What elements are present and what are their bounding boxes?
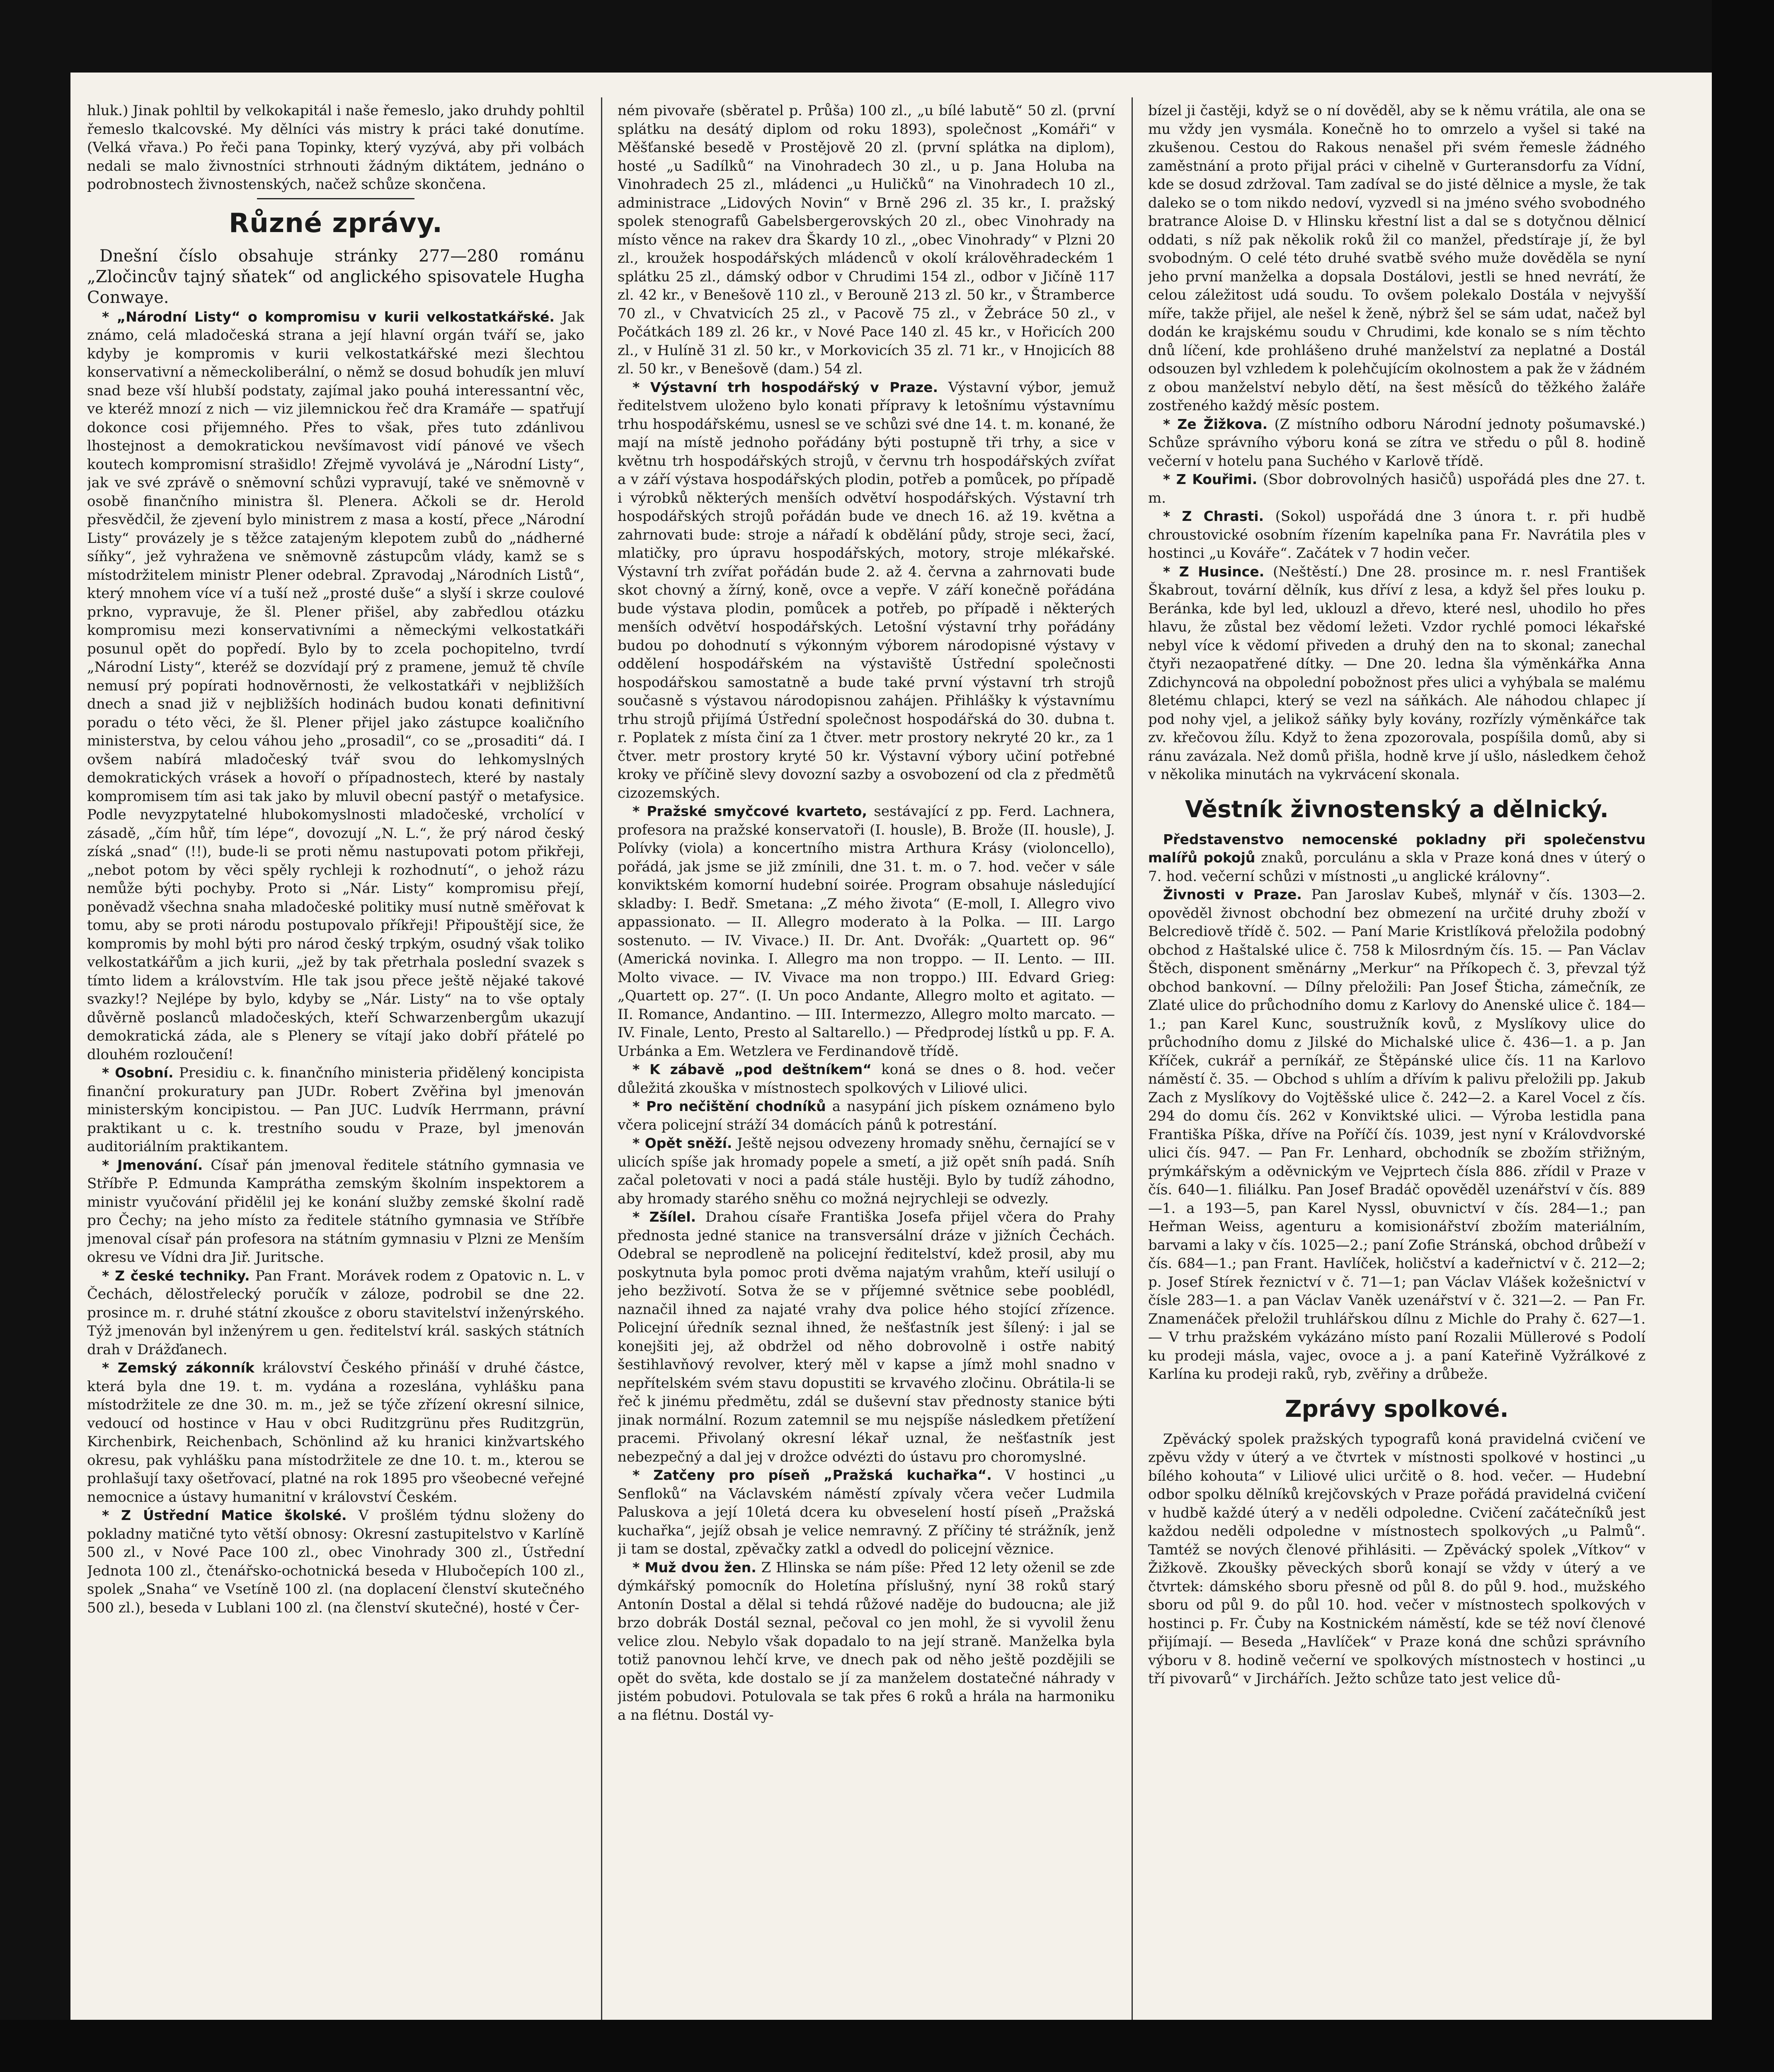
news-item xyxy=(87,1064,584,1156)
item-body: V hostinci „u Senfloků“ na Václavském náměstí zpívaly včera večer Ludmila Paluskova a její 10letá dcera ku obveselení hostí píseň „Pražská kuchařka“, jejíž obsah je velice nemravný. Z příčiny té strážník, jenž ji tam se dostal, zpěvačky zatkl a odvedl do policejní věznice. xyxy=(618,1467,1115,1557)
item-lead: * Výstavní trh hospodářský v Praze. xyxy=(633,379,938,395)
newspaper-page xyxy=(70,73,1712,2072)
item-body: Výstavní výbor, jemuž ředitelstvem uloženo bylo konati přípravy k letošnímu výstavnímu trhu hospodářskému, usnesl se ve schůzi své dne 14. t. m. konané, že mají na místě jednoho pořádány býti postupně tři trhy, a sice v květnu trh hospodářských strojů, v červnu trh hospodářských zvířat a v září výstava hospodářských plodin, potřeb a pomůcek, po případě i výrobků některých menších odvětví hospodářských. Výstavní trh hospodářských strojů pořádán bude ve dnech 16. až 19. května a zahrnovati bude: stroje a nářadí k obdělání půdy, stroje seci, žací, mlatičky, pro úpravu hospodářských, motory, stroje mlékařské. Výstavní trh zvířat pořádán bude 2. až 4. června a zahrnovati bude skot chovný a žírný, koně, ovce a vepře. V září konečně pořádána bude výstava plodin, pomůcek a potřeb, po případě i některých menších odvětví hospodářských. Letošní výstavní trhy pořádány budou po dohodnutí s výkonným výborem národopisné výstavy v oddělení hospodářském na výstaviště Ústřední společnosti hospodářskou samostatně a bude také první výstavní trh strojů současně s výstavou národopisnou zahájen. Přihlášky k výstavnímu trhu strojů přijímá Ústřední společnost hospodářská do 30. dubna t. r. Poplatek z místa činí za 1 čtver. metr prostory nekryté 20 kr., za 1 čtver. metr prostory kryté 50 kr. Výstavní výbory učiní potřebné kroky ve příčině slevy dovozní sazby a osvobození od cla z předmětů cizozemských. xyxy=(618,379,1115,801)
section-heading: Věstník živnostenský a dělnický. xyxy=(1185,796,1609,823)
item-body: (Sbor dobrovolných hasičů) uspořádá ples dne 27. t. m. xyxy=(1148,471,1646,506)
item-lead: Živnosti v Praze. xyxy=(1163,886,1302,903)
item-body: znaků, porculánu a skla v Praze koná dnes v úterý o 7. hod. večerní schůzi v místnosti „u anglické královny“. xyxy=(1148,850,1646,885)
news-item xyxy=(618,1097,1115,1134)
item-lead: * „Národní Listy“ o kompromisu v kurii velkostatkářské. xyxy=(102,308,555,325)
news-item xyxy=(87,1267,584,1359)
item-body: Ještě nejsou odvezeny hromady sněhu, černající se v ulicích spíše jak hromady popele a smetí, a již opět sníh padá. Sníh začal poletovati v noci a padá stále hustěji. Bylo by tudíž záhodno, aby hromady starého sněhu co možná nejrychleji se odvezly. xyxy=(618,1135,1115,1207)
news-item xyxy=(1148,470,1646,507)
column-rule-2 xyxy=(1132,97,1133,2072)
item-lead: * Z Chrasti. xyxy=(1163,508,1264,524)
column-2 xyxy=(618,102,1115,2072)
item-body: V prošlém týdnu složeny do pokladny matičné tyto větší obnosy: Okresní zastupitelstvo v Karlíně 500 zl., v Nové Pace 100 zl., obec Vinohrady 300 zl., Ústřední Jednota 100 zl., čtenářsko-ochotnická beseda v Hlubočepích 100 zl., spolek „Snaha“ ve Vsetíně 100 zl. (na doplacení členství skutečného 500 zl.), beseda v Lublani 100 zl. (na členství skutečné), hosté v Čer- xyxy=(87,1507,584,1616)
item-body: (Sokol) uspořádá dne 3 února t. r. při hudbě chroustovické osobním řízením kapelníka pana Fr. Navrátila ples v hostinci „u Kováře“. Začátek v 7 hodin večer. xyxy=(1148,508,1646,562)
news-item xyxy=(618,1208,1115,1466)
item-body: Presidiu c. k. finančního ministeria přidělený koncipista finanční prokuratury pan JUDr. Robert Zvěřina byl jmenován ministerským koncipistou. — Pan JUC. Ludvík Herrmann, právní praktikant u c. k. trestního soudu v Praze, byl jmenován auditoriálním praktikantem. xyxy=(87,1065,584,1155)
news-item xyxy=(87,308,584,1064)
item-body: Drahou císaře Františka Josefa přijel včera do Prahy přednosta jedné stanice na transversální dráze v jižních Čechách. Odebral se neprodleně na policejní ředitelství, kdež prosil, aby mu poskytnuta byla pomoc proti dvěma najatým vrahům, kteří usilují o jeho bezživotí. Sotva že se v příjemné světnice sebe pooblédl, naznačil ihned za najaté vrahy dva police hého stojící zřízence. Policejní úředník seznal ihned, že nešťastník jest šílený: i jal se konejšiti jej, až obdržel od něho dobrovolně i ostře nabitý šestihlavňový revolver, který měl v kapse a jímž mohl snadno v nepřítelském svém stavu dopustiti se krvavého zločinu. Obrátila-li se řeč k jinému předmětu, zdál se duševní stav přednosty stanice býti jinak normální. Rozum zatemnil se mu nejspíše následkem přetížení pracemi. Přivolaný okresní lékař uznal, že nešťastník jest nebezpečný a dal jej v drožce odvézti do ústavu pro choromyslné. xyxy=(618,1209,1115,1465)
item-body: Pan Jaroslav Kubeš, mlynář v čís. 1303—2. opověděl živnost obchodní bez obmezení na určité druhy zboží v Belcrediově třídě č. 502. — Paní Marie Kristlíková přeložila podobný obchod z Haštalské ulice č. 758 k Milosrdným čís. 15. — Pan Václav Štěch, disponent směnárny „Merkur“ na Příkopech č. 3, převzal týž obchod bankovní. — Dílny přeložili: Pan Josef Šticha, zámečník, ze Zlaté ulice do průchodního domu z Karlovy do Anenské ulice č. 184—1.; pan Karel Kunc, soustružník kovů, z Myslíkovy ulice do průchodního domu z Jilské do Michalské ulice č. 436—1. a p. Jan Kříček, cukrář a perníkář, ze Štěpánské ulice čís. 11 na Karlovo náměstí č. 35. — Obchod s uhlím a dřívím k palivu přeložili pp. Jakub Zach z Myslíkovy do Vojtěšské ulice č. 242—2. a Karel Vocel z čís. 294 do domu čís. 262 v Konviktské ulici. — Výroba lestidla pana Františka Píška, dříve na Poříčí čís. 1039, jest nyní v Královdvorské ulici čís. 947. — Pan Fr. Lenhard, obchodník se zbožím střižným, prýmkářským a oděvnickým ve Vejprtech čísla 886. zřídil v Praze v čís. 640—1. filiálku. Pan Josef Bradáč opověděl uzenářství v čís. 889—1. a 193—5, pan Karel Nyssl, obuvnictví v čís. 284—1.; pan Heřman Weiss, agenturu a komisionářství zbožím materiálním, barvami a laky v čís. 1025—2.; paní Zofie Stránská, obchod drůbeží v čís. 684—1.; pan Frant. Havlíček, holičství a kadeřnictví v č. 212—2; p. Josef Stírek řeznictví v č. 71—1; pan Václav Vlášek kožešnictví v čísle 283—1. a pan Václav Vaněk uzenářství v č. 321—2. — Pan Fr. Znamenáček přeložil truhlářskou dílnu z Michle do Prahy č. 627—1. — V trhu pražském vykázáno místo paní Rozalii Müllerové s Podolí ku prodeji másla, vajec, ovoce a j. a paní Kateřině Vyžrálkové z Karlína ku prodeji raků, ryb, zvěřiny a drůbeže. xyxy=(1148,886,1646,1382)
column-rule-1 xyxy=(601,97,602,2072)
item-lead: * Zemský zákonník xyxy=(102,1360,254,1376)
item-body: Pan Frant. Morávek rodem z Opatovic n. L. v Čechách, dělostřelecký poručík v záloze, podrobil se dne 22. prosince m. r. druhé státní zkoušce z oboru stavitelství inženýrského. Týž jmenován byl inženýrem u gen. ředitelství král. saských státních drah v Drážďanech. xyxy=(87,1267,584,1358)
item-body: (Z místního odboru Národní jednoty pošumavské.) Schůze správního výboru koná se zítra ve středu o půl 8. hodině večerní v hotelu pana Suchého v Karlově třídě. xyxy=(1148,416,1646,470)
item-body: Z Hlinska se nám píše: Před 12 lety oženil se zde dýmkářský pomocník do Holetína příslušný, nyní 38 roků starý Antonín Dostal a dělal si tehdá růžové naděje do budoucna; ale již brzo dobrák Dostál seznal, pečoval co jen mohl, že si vyvolil ženu velice zlou. Nebylo však dopadalo to na její straně. Manželka byla totiž panovnou lehčí krve, ve dnech pak od něho ještě pozdějili se opět do světa, kde dostalo se jí za manželem dostatečné náhrady v jistém pobudovi. Potulovala se tak přes 6 roků a hrála na harmoniku a na flétnu. Dostál vy- xyxy=(618,1559,1115,1723)
news-item xyxy=(618,1134,1115,1208)
paragraph: Dnešní číslo obsahuje stránky 277—280 románu „Zločincův tajný sňatek“ od anglického spisovatele Hugha Conwaye. xyxy=(87,246,584,307)
item-lead: * Osobní. xyxy=(102,1065,174,1081)
news-item xyxy=(1148,415,1646,471)
item-lead: * Pražské smyčcové kvarteto, xyxy=(633,803,867,819)
news-item xyxy=(618,1060,1115,1097)
item-lead: * Zatčeny pro píseň „Pražská kuchařka“. xyxy=(633,1467,992,1483)
news-item xyxy=(87,1506,584,1617)
item-lead: * Pro nečištění chodníků xyxy=(633,1098,826,1114)
column-3 xyxy=(1148,102,1646,2072)
item-lead: * Z Husince. xyxy=(1163,563,1265,580)
item-body: a nasypání jich pískem oznámeno bylo včera policejní stráží 34 domácích pánů k potrestání. xyxy=(618,1098,1115,1133)
paragraph: Zpěvácký spolek pražských typografů koná pravidelná cvičení ve zpěvu vždy v úterý a ve čtvrtek v místnosti spolkové v hostinci „u bílého kohouta“ v Liliové ulici určitě o 8. hod. večer. — Hudební odbor spolku dělníků krejčovských v Praze pořádá pravidelná cvičení v hudbě každé úterý a v neděli odpoledne. Cvičení začátečníků jest každou neděli odpoledne v místnostech spolkových „u Palmů“. Tamtéž se nových členové přihlásiti. — Zpěvácký spolek „Vítkov“ v Žižkově. Zkoušky pěveckých sborů konají se vždy v úterý a ve čtvrtek: dámského sboru přesně od půl 8. do půl 9. hod., mužského sboru od půl 9. do půl 10. hod. večer v místnostech spolkových v hostinci p. Fr. Čuby na Kostnickém náměstí, kde se též noví členové přijímají. — Beseda „Havlíček“ v Praze koná dne schůzi správního výboru v 8. hodině večerní ve spolkových místnostech v hostinci „u tří pivovarů“ v Jirchářích. Ježto schůze tato jest velice dů- xyxy=(1148,1431,1646,1687)
news-item xyxy=(1148,563,1646,784)
item-body: koná se dnes o 8. hod. večer důležitá zkouška v místnostech spolkových v Liliové ulici. xyxy=(618,1061,1115,1097)
item-lead: * Ze Žižkova. xyxy=(1163,416,1268,432)
news-item xyxy=(1148,507,1646,563)
item-body: (Neštěstí.) Dne 28. prosince m. r. nesl František Škabrout, tovární dělník, kus dříví z lesa, a když šel přes louku p. Beránka, kde byl led, uklouzl a dřevo, které nesl, uhodilo ho přes hlavu, že zůstal bez vědomí ležeti. Vzdor rychlé pomoci lékařské nebyl více k vědomí přiveden a druhý den na to skonal; zanechal čtyři nezaopatřené dítky. — Dne 20. ledna šla výměnkářka Anna Zdichyncová na obpolední pobožnost přes ulici a vyhýbala se malému 8letému chlapci, který se vezl na sáňkách. Ale náhodou chlapec jí pod nohy vjel, a jelikož sáňky byly kovány, rozřízly výměnkářce tak zv. křečovou žílu. Když to žena zpozorovala, pospíšila domů, aby si ránu zavázala. Než domů přišla, hodně krve jí ušlo, následkem čehož v několika minutách na vykrvácení skonala. xyxy=(1148,563,1646,783)
section-heading: Různé zprávy. xyxy=(228,208,443,239)
news-item xyxy=(1148,830,1646,886)
item-lead: * Opět sněží. xyxy=(633,1135,732,1151)
paragraph: hluk.) Jinak pohltil by velkokapitál i naše řemeslo, jako druhdy pohltil řemeslo tkalcovské. My dělníci vás mistry k práci také donutíme. (Velká vřava.) Po řeči pana Topinky, který vyzývá, aby při volbách nedali se malo živnostníci strhnouti žádným diktátem, jednáno o podrobnostech živnostenských, načež schůze skončena. xyxy=(87,102,584,193)
divider xyxy=(257,198,414,199)
item-body: království Českého přináší v druhé částce, která byla dne 19. t. m. vydána a rozeslána, vyhlášku pana místodržitele ze dne 30. m. m., jež se týče zřízení okresní silnice, vedoucí od hostince v Hau v obci Ruditzgrünu přes Ruditzgrün, Kirchenbirk, Reichenbach, Schönlind až ku hranici kinžvartského okresu, pak vyhlášku pana místodržitele ze dne 10. t. m., kterou se prohlašují taxy ošetřovací, platné na rok 1895 pro všeobecné veřejné nemocnice a ústavy humanitní v království Českém. xyxy=(87,1360,584,1506)
item-body: Jak známo, celá mladočeská strana a její hlavní orgán tváří se, jako kdyby je kompromis v kurii velkostatkářské mezi šlechtou konservativní a německoliberální, o němž se dosud bohudík jen mluví snad beze vší hlubší podstaty, zajímal jako pouhá interessantní věc, ve kteréž mnozí z nich — viz jilemnickou řeč dra Kramáře — spatřují dokonce cosi přijemného. Přes to však, přes tuto zdánlivou lhostejnost a demokratickou nevšímavost vidí pánové ve všech koutech kompromisní strašidlo! Zřejmě vyvolává je „Národní Listy“, jak ve své zprávě o sněmovní schůzi vypravují, také ve sněmovně v osobě finančního ministra šl. Plenera. Ačkoli se dr. Herold přesvědčil, že zjevení bylo ministrem z masa a kostí, přece „Národní Listy“ provázely je s těžce zatajeným klepotem zubů do „nádherné síňky“, jež vyhražena ve sněmovně zástupcům vlády, kamž se s místodržitelem ministr Plener odebral. Zpravodaj „Národních Listů“, který mnohem více ví a tuší než „prosté duše“ a slyší i skrze coulové prkno, vypravuje, že šl. Plener přišel, aby zabředlou otázku kompromisu mezi konservativními a německými velkostatkáři posunul opět do popředí. Bylo by to zcela pochopitelno, tvrdí „Národní Listy“, kteréž se dozvídají prý z pramene, jemuž tě chvíle nemusí prý popírati hodnověrnosti, že velkostatkáři v nejbližších dnech a snad již v nejbližších hodinách budou konati definitivní poradu o této věci, že šl. Plener přijel jako zástupce koaličního ministerstva, by celou váhou jeho „prosadil“, co se „prosaditi“ dá. I ovšem nabírá mladočeský tvář svou do lehkomyslných demokratických vrásek a hovoří o případnostech, které by nastaly kompromisem tím asi tak jako by mluvil obecní pastýř o metafysice. Podle nevyzpytatelné hlubokomyslnosti mladočeské, vrcholící v zásadě, „čím hůř, tím lépe“, dovozují „N. L.“, že prý národ český získá „snad“ (!!), bude-li se proti němu nastupovati potom přikřeji, „nebot potom by věci spěly rychleji k rozhodnutí“, o jehož rázu nemůže býti pochyby. Proto si „Nár. Listy“ kompromisu přejí, poněvadž všechna snaha mladočeské politiky musí nutně směřovat k tomu, aby se proti národu postupovalo příkřeji! Připouštějí sice, že kompromis by mohl býti pro národ český trpkým, osudný však toliko velkostatkářům a jich kurii, „jež by tak přetrhala poslední svazek s tímto lidem a královstvím. Hle tak jsou přece ještě nějaké takové svazky!? Nejlépe by bylo, kdyby se „Nár. Listy“ na to vše optaly důvěrně poslanců mladočeských, kteří Schwarzenbergům ukazují demokratická záda, ale s Plenery se vítají jako dobří přátelé po dlouhém rozloučení! xyxy=(87,308,584,1063)
item-body: sestávající z pp. Ferd. Lachnera, profesora na pražské konservatoři (I. housle), B. Brože (II. housle), J. Polívky (viola) a koncertního mistra Arthura Krásy (violoncello), pořádá, jak jsme se již zmínili, dne 31. t. m. o 7. hod. večer v sále konviktském komorní hudební soirée. Program obsahuje následující skladby: I. Bedř. Smetana: „Z mého života“ (E-moll, I. Allegro vivo appassionato. — II. Allegro moderato à la Polka. — III. Largo sostenuto. — IV. Vivace.) II. Dr. Ant. Dvořák: „Quartett op. 96“ (Americká novinka. I. Allegro ma non troppo. — II. Lento. — III. Molto vivace. — IV. Vivace ma non troppo.) III. Edvard Grieg: „Quartett op. 27“. (I. Un poco Andante, Allegro molto et agitato. — II. Romance, Andantino. — III. Intermezzo, Allegro molto marcato. — IV. Finale, Lento, Presto al Saltarello.) — Předprodej lístků u pp. F. A. Urbánka a Em. Wetzlera ve Ferdinandově třídě. xyxy=(618,803,1115,1060)
scan-border-bottom xyxy=(0,2020,1774,2072)
item-lead: * Zšílel. xyxy=(633,1209,696,1225)
news-item xyxy=(87,1359,584,1506)
item-lead: Představenstvo nemocenské pokladny při společenstvu malířů pokojů xyxy=(1148,831,1646,866)
item-lead: * Z Ústřední Matice školské. xyxy=(102,1507,347,1523)
item-body: Císař pán jmenoval ředitele státního gymnasia ve Stříbře P. Edmunda Kamprátha zemským školním inspektorem a ministr vyučování přidělil jej ke konání služby zemské školní radě pro Čechy; na jeho místo za ředitele státního gymnasia ve Stříbře jmenoval císař pán profesora na státním gymnasiu v Plzni ze Menším okresu ve Vídni dra Jiř. Juritsche. xyxy=(87,1157,584,1266)
column-1 xyxy=(87,102,584,2072)
item-lead: * Jmenování. xyxy=(102,1157,203,1173)
item-lead: * Muž dvou žen. xyxy=(633,1559,756,1576)
news-item xyxy=(87,1156,584,1267)
paragraph: bízel ji častěji, když se o ní dověděl, aby se k němu vrátila, ale ona se mu vždy jen vysmála. Konečně ho to omrzelo a vyšel si také na zkušenou. Cestou do Rakous nenašel při svém řemesle žádného zaměstnání a proto přijal práci v cihelně v Gurteransdorfu za Vídní, kde se dosud zdržoval. Tam zadíval se do jisté dělnice a mysle, že tak daleko se o tom nikdo nedoví, vyzvedl si na jméno svého svobodného bratrance Aloise D. v Hlinsku křestní list a dal se s dotyčnou dělnicí oddati, s níž pak několik roků žil co manžel, předstíraje jí, že byl svobodným. O celé této druhé svatbě svého muže dověděla se nyní jeho první manželka a dopsala Dostálovi, jestli se hned nevrátí, že celou záležitost udá soudu. To ovšem polekalo Dostála v nejvyšší míře, takže přijel, ale nešel k ženě, nýbrž šel se sám udat, načež byl dodán ke krajskému soudu v Chrudimi, kde konalo se s ním těchto dnů líčení, kde prohlášeno druhé manželství za neplatné a Dostál odsouzen byl vzhledem k polehčujícím okolnostem a pak že v žádném z obou manželství nebylo dětí, na šest měsíců do těžkého žaláře zostřeného každý měsíc postem. xyxy=(1148,102,1646,414)
section-heading: Zprávy spolkové. xyxy=(1285,1395,1509,1423)
paragraph: ném pivovaře (sběratel p. Průša) 100 zl., „u bílé labutě“ 50 zl. (první splátku na desátý diplom od roku 1893), společnost „Komáři“ v Měšťanské besedě v Prostějově 20 zl. (první splátka na diplom), hosté „u Sadílků“ na Vinohradech 30 zl., u p. Jana Holuba na Vinohradech 25 zl., mládenci „u Huličků“ na Vinohradech 10 zl., administrace „Lidových Novin“ v Brně 296 zl. 35 kr., I. pražský spolek stenografů Gabelsbergerovských 20 zl., obec Vinohrady na místo věnce na rakev dra Škardy 10 zl., „obec Vinohrady“ v Plzni 20 zl., kroužek hospodářských mládenců v okolí králověhradeckém 1 splátku 25 zl., dámský odbor v Chrudimi 154 zl., odbor v Jičíně 117 zl. 42 kr., v Benešově 110 zl., v Berouně 213 zl. 50 kr., v Štramberce 70 zl., v Chvatvicích 25 zl., v Pacově 75 zl., v Žebráce 50 zl., v Počátkách 189 zl. 26 kr., v Nové Pace 140 zl. 45 kr., v Hořicích 200 zl., v Hulíně 31 zl. 50 kr., v Morkovicích 35 zl. 71 kr., v Hnojicích 88 zl. 50 kr., v Benešově (dam.) 54 zl. xyxy=(618,102,1115,377)
item-lead: * Z Kouřimi. xyxy=(1163,471,1258,487)
item-lead: * Z české techniky. xyxy=(102,1267,250,1284)
news-item xyxy=(618,802,1115,1060)
news-item xyxy=(1148,886,1646,1384)
news-item xyxy=(618,1466,1115,1559)
news-item xyxy=(618,1559,1115,1725)
item-lead: * K zábavě „pod deštníkem“ xyxy=(633,1061,872,1077)
scan-border-right xyxy=(1712,0,1774,2072)
news-item xyxy=(618,378,1115,803)
